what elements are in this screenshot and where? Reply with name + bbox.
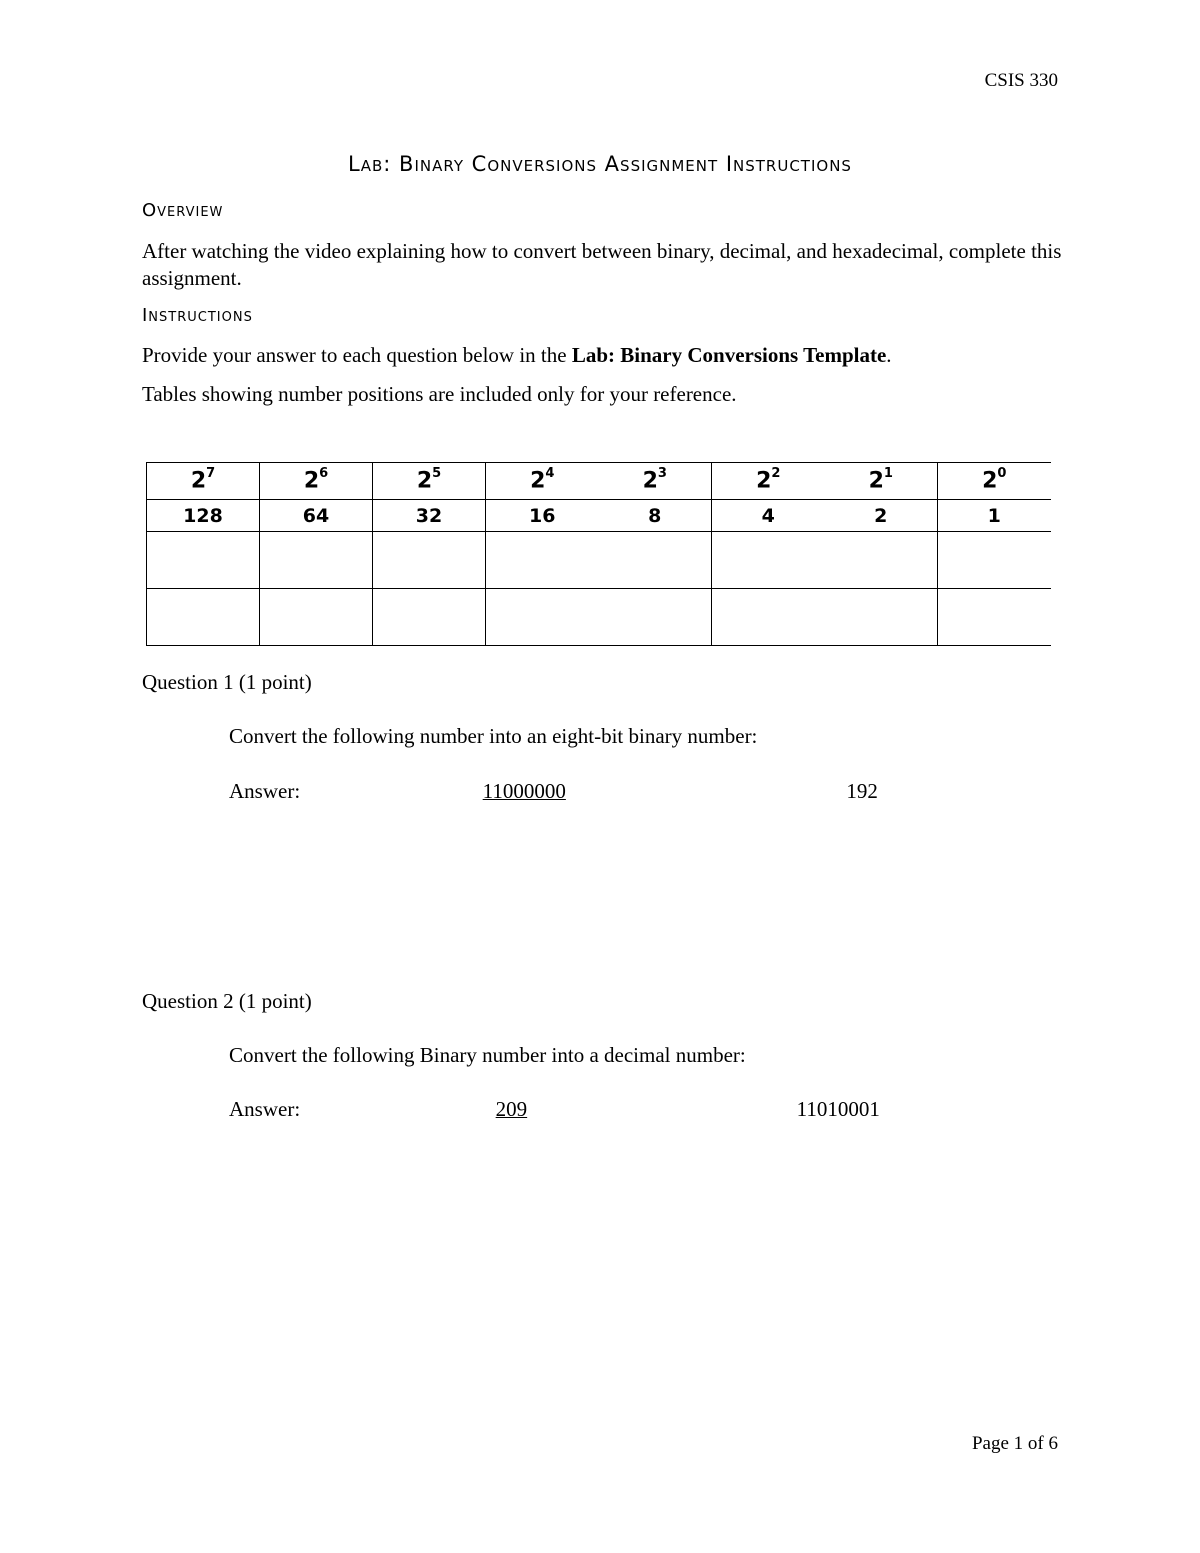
question-1-prompt: Convert the following number into an eight-bit binary number: — [229, 724, 758, 748]
question-2-prompt: Convert the following Binary number into a decimal number: — [229, 1043, 746, 1067]
overview-text: After watching the video explaining how to convert between binary, decimal, and hexadecimal, complete this assignment. — [142, 239, 1062, 290]
question-1-answer — [229, 779, 878, 804]
exponent-cell: $2^4$ — [486, 463, 599, 500]
blank-cell — [260, 589, 373, 646]
value-cell: 1 — [938, 500, 1051, 532]
question-2-label: Question 2 (1 point) — [142, 989, 312, 1013]
template-name: Lab: Binary Conversions Template — [571, 343, 887, 367]
answer-value: 11000000 — [482, 779, 566, 803]
answer-blank — [319, 1097, 763, 1121]
answer-blank — [319, 779, 812, 803]
instructions-line-2: Tables showing number positions are included only for your reference. — [142, 382, 737, 406]
value-cell: 8 — [599, 500, 712, 532]
blank-cell — [373, 532, 486, 589]
exponent-cell: $2^1$ — [825, 463, 938, 500]
value-cell: 32 — [373, 500, 486, 532]
answer-value: 209 — [495, 1097, 528, 1121]
overview-heading: Overview — [142, 200, 224, 221]
value-cell: 16 — [486, 500, 599, 532]
blank-cell — [373, 589, 486, 646]
blank-cell — [147, 589, 260, 646]
value-cell: 4 — [712, 500, 825, 532]
blank-row — [147, 589, 1051, 646]
exponent-cell: $2^0$ — [938, 463, 1051, 500]
exponent-cell: $2^7$ — [147, 463, 260, 500]
instructions-line-1-prefix: Provide your answer to each question below in the — [142, 343, 572, 367]
exponent-cell: $2^6$ — [260, 463, 373, 500]
blank-cell — [712, 532, 938, 589]
answer-label: Answer: — [229, 779, 301, 803]
blank-cell — [938, 532, 1051, 589]
blank-cell — [486, 532, 712, 589]
question-2-answer — [229, 1097, 880, 1122]
given-number: 192 — [846, 779, 878, 803]
blank-cell — [938, 589, 1051, 646]
blank-row — [147, 532, 1051, 589]
blank-cell — [147, 532, 260, 589]
place-value-table — [146, 462, 1051, 646]
document-title: Lab: Binary Conversions Assignment Instructions — [348, 152, 852, 176]
answer-label: Answer: — [229, 1097, 301, 1121]
value-cell: 2 — [825, 500, 938, 532]
question-1-label: Question 1 (1 point) — [142, 670, 312, 694]
instructions-heading: Instructions — [142, 305, 253, 326]
blank-cell — [712, 589, 938, 646]
blank-cell — [260, 532, 373, 589]
page-number: Page 1 of 6 — [971, 1433, 1058, 1454]
instructions-line-1 — [142, 342, 892, 369]
header-course-code: CSIS 330 — [984, 70, 1058, 91]
instructions-line-1-suffix: . — [886, 343, 892, 367]
exponent-row — [147, 463, 1051, 500]
given-number: 11010001 — [796, 1097, 880, 1121]
value-row — [147, 500, 1051, 532]
exponent-cell: $2^5$ — [373, 463, 486, 500]
value-cell: 128 — [147, 500, 260, 532]
exponent-cell: $2^2$ — [712, 463, 825, 500]
value-cell: 64 — [260, 500, 373, 532]
blank-cell — [486, 589, 712, 646]
exponent-cell: $2^3$ — [599, 463, 712, 500]
